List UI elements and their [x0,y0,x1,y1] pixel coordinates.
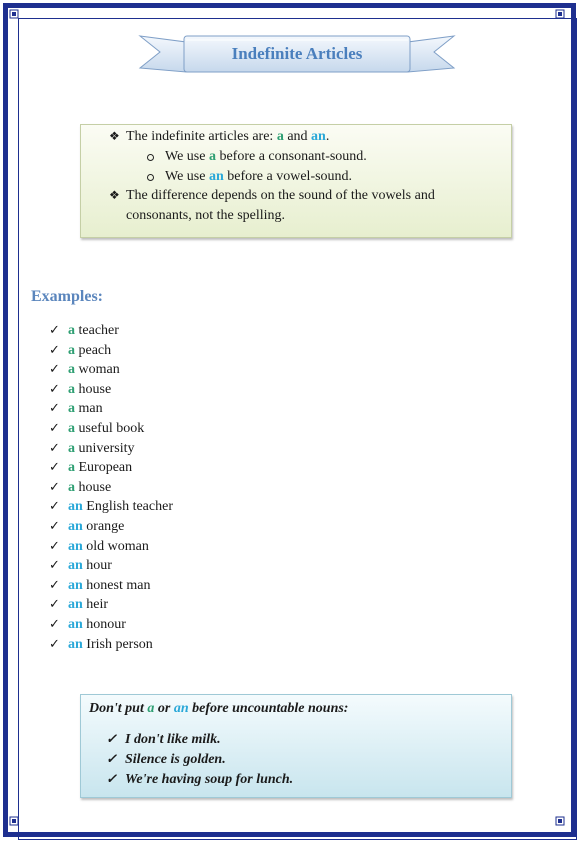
example-item [49,516,173,536]
checkmark-icon: ✓ [106,751,117,766]
checkmark-icon: ✓ [49,635,60,651]
article-label: an [68,636,83,652]
example-word: honour [82,616,126,632]
example-item [49,496,173,516]
rule-line-cont: consonants, not the spelling. [126,208,286,223]
checkmark-icon: ✓ [49,615,60,631]
rule-line: The indefinite articles are: a and an. [126,129,330,144]
example-word: heir [82,597,109,613]
note-example-item [106,729,293,749]
corner-ornament [9,816,19,826]
article-label: an [68,518,83,534]
example-word: house [75,479,112,495]
note-example-item [106,749,293,769]
note-heading: Don't put a or an before uncountable nouns: [89,701,349,716]
example-word: teacher [75,323,119,338]
circle-bullet-icon [147,174,154,181]
corner-ornament [9,9,19,19]
article-label: a [68,401,75,417]
corner-ornament [555,816,565,826]
circle-bullet-icon [147,154,154,161]
article-label: a [68,362,75,378]
diamond-bullet-icon: ❖ [109,188,120,202]
example-word: English teacher [82,499,173,515]
checkmark-icon: ✓ [49,419,60,435]
rule-subline: We use a before a consonant-sound. [165,149,367,164]
example-word: woman [75,362,120,378]
article-label: an [68,558,83,574]
article-label: a [68,479,75,495]
example-word: orange [82,518,125,534]
example-item [49,477,173,497]
checkmark-icon: ✓ [106,731,117,746]
page-title: Indefinite Articles [231,44,363,63]
example-word: man [75,401,103,417]
article-label: an [68,577,83,593]
checkmark-icon: ✓ [49,517,60,533]
article-label: a [68,420,75,436]
checkmark-icon: ✓ [49,459,60,475]
example-word: Irish person [82,636,153,652]
example-item [49,320,173,340]
uncountable-note-box [80,694,512,798]
note-example-text: I don't like milk. [125,732,221,747]
example-word: hour [82,558,112,574]
checkmark-icon: ✓ [49,478,60,494]
article-label: a [68,460,75,476]
diamond-bullet-icon: ❖ [109,129,120,143]
article-label: an [68,597,83,613]
example-item [49,418,173,438]
note-example-item [106,769,293,789]
example-word: European [75,460,133,476]
example-item [49,457,173,477]
title-banner [138,30,456,78]
note-example-text: Silence is golden. [125,752,226,767]
rule-subline: We use an before a vowel-sound. [165,169,353,184]
checkmark-icon: ✓ [49,576,60,592]
example-item [49,614,173,634]
checkmark-icon: ✓ [49,439,60,455]
checkmark-icon: ✓ [49,537,60,553]
examples-heading: Examples: [31,288,103,305]
example-word: house [75,381,112,397]
example-word: useful book [75,420,145,436]
example-item [49,536,173,556]
example-item [49,594,173,614]
note-example-text: We're having soup for lunch. [125,772,294,787]
article-label: a [68,381,75,397]
checkmark-icon: ✓ [49,596,60,612]
example-word: honest man [82,577,151,593]
example-item [49,575,173,595]
note-examples-list [106,729,293,789]
corner-ornament [555,9,565,19]
example-word: university [75,440,135,456]
example-item [49,379,173,399]
article-label: an [68,538,83,554]
example-word: peach [75,342,112,358]
example-item [49,359,173,379]
example-item [49,555,173,575]
checkmark-icon: ✓ [49,322,60,337]
checkmark-icon: ✓ [49,557,60,573]
example-item [49,438,173,458]
checkmark-icon: ✓ [106,771,117,786]
checkmark-icon: ✓ [49,380,60,396]
checkmark-icon: ✓ [49,341,60,357]
article-label: an [68,616,83,632]
rules-box [80,124,512,238]
article-label: a [68,342,75,358]
checkmark-icon: ✓ [49,498,60,514]
article-label: a [68,440,75,456]
example-item [49,398,173,418]
rule-line: The difference depends on the sound of the vowels and [126,188,435,203]
article-label: an [68,499,83,515]
example-item [49,634,173,654]
examples-list [49,320,173,653]
article-label: a [68,323,75,338]
checkmark-icon: ✓ [49,361,60,377]
checkmark-icon: ✓ [49,400,60,416]
example-item [49,340,173,360]
example-word: old woman [82,538,149,554]
